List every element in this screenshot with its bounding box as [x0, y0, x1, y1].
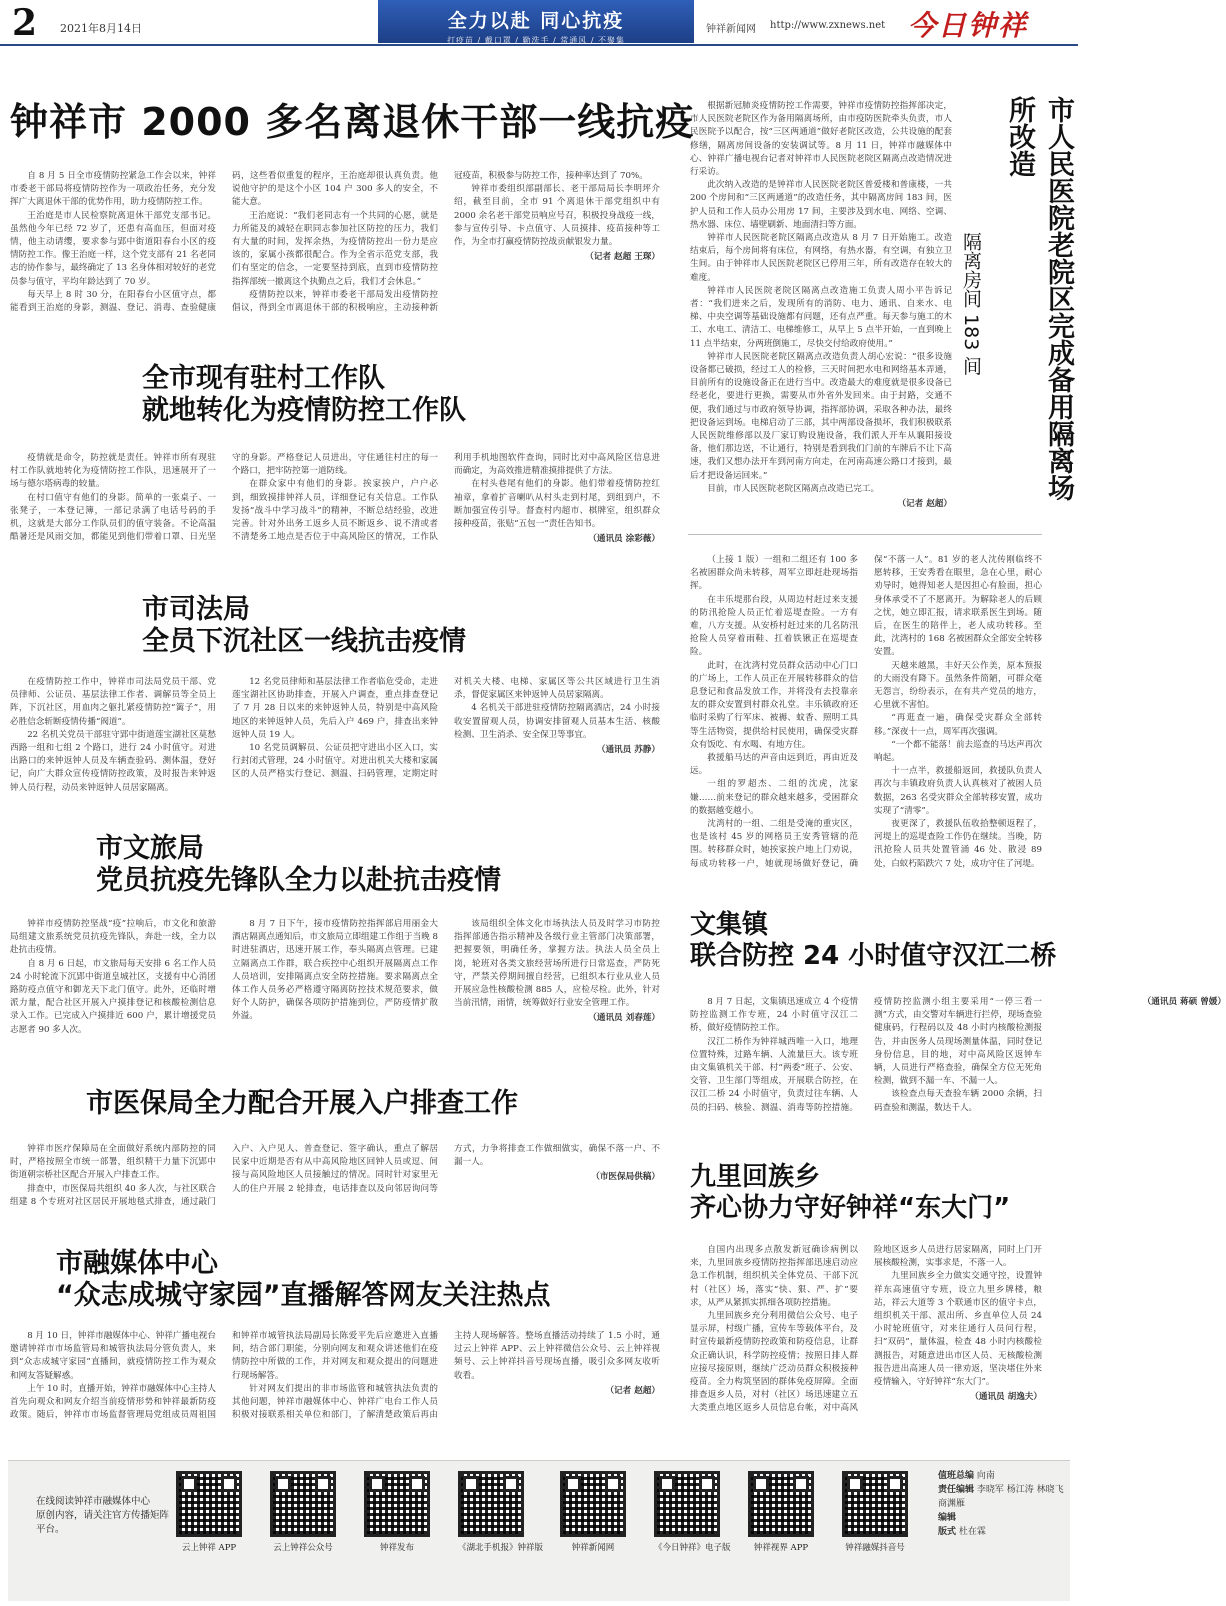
qr-label: 钟祥发布: [379, 1543, 414, 1553]
a10-byline: （通讯员 胡逸夫）: [970, 1392, 1042, 1403]
a7-p6: 目前，市人民医院老院区隔离点改造已完工。: [707, 483, 880, 494]
qr-block-5[interactable]: [560, 1471, 626, 1553]
a3-p5: 4 名机关干部进驻疫情防控隔离酒店，24 小时接收安置留观人员，协调安排留观人员基本生活、核酸检测、卫生消杀、安全保卫等事宜。: [454, 703, 660, 740]
qr-block-7[interactable]: [748, 1471, 814, 1553]
a5-headline: 市医保局全力配合开展入户排查工作: [86, 1088, 518, 1119]
a3-p2: 22 名机关党员干部驻守郢中街道莲宝湖社区莫愁西路一组和七组 2 个路口，进行 24 小时值守。对进出路口的来钟返钟人员及车辆查验码、测体温，登好记，向广大群众宣传疫情防控政策，及时报告来钟返钟人员行程，动员来钟返钟人员居家隔离。: [10, 729, 216, 793]
a3-p3: 12 名党员律师和基层法律工作者临危受命，走进莲宝湖社区协助排查，开展入户调查，重点排查登记了 7 月 28 日以来的来钟返钟人员，特别是中高风险地区的来钟返钟人员，先后入户 469 户，排查出来钟返钟人员 19 人。: [232, 677, 438, 740]
a7-p2: 此次纳入改造的是钟祥市人民医院老院区普爱楼和普康楼，一共 200 个房间和“三区两通道”的改造任务，其中隔离房间 183 间，医护人员和工作人员办公用房 17 间，主要涉及到水电、网络、空调、热水器、床位、墙壁刷新、地面清扫等方面。: [690, 180, 952, 230]
staff-names: 李晓军 杨江涛 林晓飞 商渊雁: [938, 1485, 1064, 1509]
footer-promo-line3: 平台。: [36, 1524, 65, 1535]
staff-row: [938, 1483, 1064, 1511]
a8-p1: （上接 1 版）一组和二组还有 100 多名被困群众尚未转移，周军立即赶赴现场指挥。: [690, 555, 858, 592]
qr-block-3[interactable]: [364, 1471, 430, 1553]
a7-byline: （记者 赵超）: [897, 499, 952, 510]
a7-p1: 根据新冠肺炎疫情防控工作需要，钟祥市疫情防控指挥部决定，市人民医院老院区作为备用隔离场所，由市疫防医院牵头负责，市人民医院予以配合，按“三区两通道”做好老院区改造，公共设施的配套修缮，隔离房间设备的安装调试等。8 月 11 日，钟祥市融媒体中心、钟祥广播电视台记者对钟祥市人民医院老院区隔离点改造情况进行采访。: [690, 101, 952, 178]
a1-p4: 王治庭说：“我们老同志有一个共同的心愿，就是力所能及的减轻在职同志参加社区防控的压力，我们有大量的时间，发挥余热，为疫情防控出一份力是应该的，家属小孩都很配合。作为全省示范党支部，我们有坚定的信念，一定要坚持到底，直到市疫情防控指挥部统一撤离这个执勤点之后，我们才会休息。”: [232, 210, 438, 287]
qr-code-icon: [748, 1471, 814, 1537]
a3-byline: （通讯员 苏静）: [596, 745, 660, 756]
qr-label: 《湖北手机报》钟祥版: [458, 1543, 544, 1553]
a5-body: [10, 1143, 660, 1213]
qr-label: 钟祥融媒抖音号: [845, 1543, 905, 1553]
footer-promo-line1: 在线阅读钟祥市融媒体中心: [36, 1496, 151, 1507]
a7-subtitle: 隔离房间 183 间: [960, 232, 982, 376]
a4-headline: [96, 833, 501, 898]
a10-p2: 九里回族乡充分利用微信公众号、电子显示屏，村级广播，宣传车等载体平台，及时宣传最新疫情防控政策和防疫信息，让群众正确认识，科学防控疫情；按照日排人群应接尽接原则，继续广泛动员群众积极接种疫苗。全力构筑坚固的群体免疫屏障。全面排查返乡人员，对村（社区）场迅速建立五大类重点地区返乡人员信息台帐，对中高风险地区返乡人员进行居家隔离，同时上门开展核酸检测，实事求是，不落一人。: [690, 1245, 1042, 1414]
a5-byline: （市医保局供稿）: [591, 1172, 660, 1183]
a8-p5: 一组的罗超杰、二组的沈虎，沈家嫌……前来登记的群众越来越多，受困群众的数据越变越小。: [690, 779, 858, 816]
a4-headline-line2: 党员抗疫先锋队全力以赴抗击疫情: [96, 865, 501, 897]
staff-role: 版式: [938, 1527, 957, 1537]
staff-role: 编辑: [938, 1513, 957, 1523]
a6-p2: 上午 10 时，直播开始，钟祥市融媒体中心主持人首先向观众和网友介绍当前疫情形势和钟祥最新防疫政策。随后，钟祥市市场监督管理局党组成员周祖国和钟祥市城管执法局副局长陈爱平先后应邀进入直播间，结合部门职能，分别向网友和观众讲述他们在疫情防控中所做的工作，并对网友和观众提出的问题进行现场解答。: [10, 1331, 438, 1421]
a2-headline-line2: 就地转化为疫情防控工作队: [142, 395, 466, 427]
qr-code-icon: [364, 1471, 430, 1537]
a8-p11: 夜更深了，救援队伍收拾整顿返程了，河堤上的巡堤查险工作仍在继续。当晚，防汛抢险人员共处置管涌 46 处、散浸 89 处，白蚁朽陷跌穴 7 处，成功守住了河堤。: [874, 819, 1042, 869]
qr-label: 《今日钟祥》电子版: [654, 1543, 731, 1553]
a3-headline-line1: 市司法局: [142, 594, 250, 625]
a5-p2: 排查中，市医保局共组织 40 多人次，与社区联合组建 8 个专班对社区居民开展地毯式排查，通过敲门入户、入户见人、普查登记、签字确认，重点了解居民家中近期是否有从中高风险地区回钟人员或逗、间接与高风险地区人员接触过的情况。同时针对家里无人的住户开展 2 轮排查，电话排查以及向邻居询问等方式，力争将排查工作做细做实，确保不落一户、不漏一人。: [10, 1144, 660, 1207]
site-url[interactable]: http://www.zxnews.net: [770, 20, 886, 31]
a8-p7: 天越来越黑，丰好天公作美，原本预报的大雨没有降下。虽然条件简陋，可群众毫无怨言，纷纷表示，在有共产党员的地方，心里就不害怕。: [874, 660, 1042, 711]
qr-code-icon: [654, 1471, 720, 1537]
a1-p6: 钟祥市委组织部副部长、老干部局局长李明坪介绍，截至目前，全市 91 个离退休干部党组织中有 2000 余名老干部党员响应号召，积极投身战疫一线，参与宣传引导、卡点值守、人员摸排、疫苗接种等工作，为全市打赢疫情防控战贡献银发力量。: [454, 184, 660, 248]
banner-slogan: 打疫苗 / 戴口罩 / 勤洗手 / 常通风 / 不聚集: [446, 36, 626, 45]
a9-p3: 该检查点每天查验车辆 2000 余辆，扫码查验和测温，数达千人。: [874, 1089, 1042, 1113]
footer-promo: [36, 1495, 169, 1537]
a1-p2: 王治庭是市人民检察院离退休干部党支部书记。虽然他今年已经 72 岁了，还患有高血压，但面对疫情，他主动请缨，要求参与郢中街道阳春台小区的疫情防控工作。像王治庭一样，这个党支部有 21 名老同志的协作参与，最终确定了 13 名身体相对较好的老党员参与值守，平均年龄达到了 70 岁。: [10, 210, 216, 287]
a8-body: [690, 554, 1042, 874]
issue-date: 2021年8月14日: [60, 22, 142, 35]
a8-p9: “一个都不能落！前去巡查的马达声再次响起。: [874, 739, 1042, 764]
a5-p1: 钟祥市医疗保障局在全面做好系统内部防控的同时，严格按照全市统一部署，组织精干力量下沉郢中街道朝宗桥社区配合开展入户排查工作。: [10, 1144, 216, 1181]
a2-byline: （通讯员 涂彩薇）: [588, 534, 660, 545]
a7-p5: 钟祥市人民医院老院区隔离点改造负责人胡心宏说：“很多设施设备都已破损，经过工人的检修，三天时间把水电和网络基本弄通，目前所有的设施设备正在进行当中。改造最大的难度就是很多设备已经老化，要进行更换，需要从市外省外发回来。由于封路，交通不便，我们通过与市政府领导协调，指挥部协调，采取各种办法，最终把设备运到场。电梯启动了三部，其中两部设备损坏，我们积极联系人民医院维修部以及厂家订购设施设备，我们派人开车从襄阳接设备，他们那边送，不让通行，特别是看到我们门前的车牌后不让下高速，我们又想办法开车到河南方向走，在河南高速公路口才接到，最后才把设备运回来。”: [690, 351, 952, 481]
a4-p4: 该局组织全体文化市场执法人员及时学习市防控指挥部通告指示精神及各级行业主管部门决策部署，把握要领，明确任务，掌握方法。执法人员全员上岗，轮班对各类文旅经营场所进行日常巡查，严防死守，严禁关停期间擅自经营，已组织本行业从业人员开展应急性核酸检测 885 人，应检尽检。此外，针对当前汛情，雨情，统筹做好行业安全管理工作。: [454, 919, 660, 1009]
staff-role: 责任编辑: [938, 1485, 975, 1495]
a4-byline: （通讯员 刘春莲）: [588, 1013, 660, 1024]
qr-code-icon: [458, 1471, 524, 1537]
a1-headline: 钟祥市 2000 多名离退休干部一线抗疫: [10, 100, 695, 144]
site-name: 钟祥新闻网: [706, 24, 756, 35]
footer-bar: [8, 1460, 1070, 1601]
staff-names: 杜在霖: [958, 1527, 986, 1537]
qr-label: 钟祥新闻网: [571, 1543, 615, 1553]
a6-headline: [56, 1248, 551, 1313]
a10-headline: [690, 1162, 1010, 1224]
qr-block-6[interactable]: [654, 1471, 731, 1553]
a8-p10: 十一点半，救援船返回，救援队负责人再次与丰镇政府负责人认真核对了被困人员数据，263 名受灾群众全部转移安置，成功实现了“清零”。: [874, 766, 1042, 816]
footer-promo-line2: 原创内容，请关注官方传播矩阵: [36, 1510, 170, 1521]
a7-headline: 市人民医院老院区完成备用隔离场所改造: [1004, 96, 1074, 501]
a1-p5: 疫情防控以来，钟祥市委老干部局发出疫情防控倡议，得到全市离退休干部的积极响应，主动接种新冠疫苗，积极参与防控工作，接种率达到了 70%。: [232, 171, 648, 314]
a10-headline-line2: 齐心协力守好钟祥“东大门”: [690, 1193, 1011, 1224]
staff-role: 值班总编: [938, 1471, 975, 1481]
a6-p1: 8 月 10 日，钟祥市融媒体中心、钟祥广播电视台邀请钟祥市市场监管局和城管执法局分管负责人，来到“众志成城守家园”直播间，就疫情防控工作为观众和网友答疑解惑。: [10, 1331, 216, 1381]
a8-p8: “再逛查一遍，确保受灾群众全部转移。”深夜十一点，周军再次强调。: [874, 713, 1042, 737]
a4-p2: 自 8 月 6 日起，市文旅局每天安排 6 名工作人员 24 小时轮流下沉郢中街道皇城社区，支援有中心消团路防疫点值守和御龙天下北门值守。此外，还临时增派力量，配合社区开展入户摸排登记和核酸检测信息录入工作。已完成入户摸排近 600 户，累计增援党员志愿者 90 多人次。: [10, 958, 216, 1035]
banner-title: 全力以赴 同心抗疫: [447, 10, 625, 32]
staff-credits: [938, 1469, 1064, 1539]
page-number: 2: [12, 2, 38, 44]
qr-label: 云上钟祥公众号: [273, 1543, 333, 1553]
staff-names: 向南: [976, 1471, 995, 1481]
a7-body: [690, 100, 952, 512]
a2-headline: [142, 363, 466, 428]
a9-byline: （通讯员 蒋硕 曾媛）: [1142, 997, 1226, 1007]
staff-row: [938, 1511, 1064, 1525]
qr-block-8[interactable]: [842, 1471, 908, 1553]
a2-headline-line1: 全市现有驻村工作队: [142, 363, 385, 394]
staff-row: [938, 1525, 1064, 1539]
a3-headline: [142, 594, 466, 659]
qr-label: 钟祥视界 APP: [753, 1543, 809, 1553]
masthead: [0, 0, 1078, 46]
a4-p3: 8 月 7 日下午，接市疫情防控指挥部启用丽金大酒店隔离点通知后，市文旅局立即组建工作组于当晚 8 时进驻酒店，迅速开展工作，奉头隔离点管理。已建立隔离点工作群，联合疾控中心组织开展隔离点工作人员培训，安排隔离点安全防控措施。要求隔离点全体工作人员务必严格遵守隔离防控技术规范要求，做好个人防护，确保各项防护措施到位，严防疫情扩散外溢。: [232, 919, 438, 1022]
a9-body: [690, 996, 1226, 1128]
a4-p1: 钟祥市疫情防控坚战“疫”拉响后，市文化和旅游局组建文旅系统党员抗疫先锋队，奔赴一线，全力以赴抗击疫情。: [10, 919, 216, 956]
a6-p3: 针对网友们提出的非市场监管和城管执法负责的其他问题，钟祥市融媒体中心、钟祥广电台工作人员积极对接联系相关单位和部门，了解清楚政策后再由主持人现场解答。整场直播活动持续了 1.5 小时，通过云上钟祥 APP、云上钟祥微信公众号、云上钟祥视频号、云上钟祥抖音号现场直播，吸引众多网友收听收看。: [232, 1331, 660, 1421]
qr-label: 云上钟祥 APP: [181, 1543, 237, 1553]
a3-p4: 10 名党员调解员、公证员把守进出小区入口，实行封闭式管理，24 小时值守。对进出机关大楼和家属区的人员严格实行登记、测温、扫码管理，定期定时对机关大楼、电梯、家属区等公共区域进行卫生消杀，督促家属区来钟返钟人员居家隔离。: [232, 677, 660, 780]
a3-body: [10, 676, 660, 796]
a1-body: [10, 170, 660, 334]
a2-p3: 在群众家中有他们的身影。挨家挨户，户户必到，细致摸排钟祥人员，详细登记有关信息。工作队发扬“战斗中学习战斗”的精神，不断总结经验，改进完善。针对外出务工返乡人员不断返乡、说不清或者不清楚务工地点是否位于中高风险区的情况，工作队利用手机地图软件查询，同时比对中高风险区信息进而确定，为高效推进精准摸排提供了方法。: [232, 453, 660, 543]
a9-p2: 汉江二桥作为钟祥城西唯一入口，地理位置特殊，过路车辆、人流量巨大。该专班由文集镇机关干部、村“两委”班子、公安、交管、卫生部门等组成，开展联合防控，在汉江二桥 24 小时值守，负责过往车辆、人员的扫码、核验、测温、消毒等防控措施。疫情防控监测小组主要采用“一停三看一测”方式，由交警对车辆进行拦停，现场查验健康码，行程码以及 48 小时内核酸检测报告，并由医务人员现场测量体温，同时登记身份信息，目的地，对中高风险区返钟车辆，人员进行严格查验，确保全方位无死角检测，做到不漏一车、不漏一人。: [690, 997, 1042, 1113]
a6-headline-line2: “众志成城守家园”直播解答网友关注热点: [56, 1280, 551, 1312]
a6-body: [10, 1330, 660, 1440]
a3-p1: 在疫情防控工作中，钟祥市司法局党员干部、党员律师、公证员、基层法律工作者、调解员等全员上阵，下沉社区，用血肉之躯扎紧疫情防控“篱子”，用必胜信念斩断疫情传播“阀道”。: [10, 677, 216, 727]
a8-p2: 在丰乐堤那台段，从周边村赶过来支援的防汛抢险人员正忙着巡堤查险。一方有难，八方支援。从安桥村赶过来的几名防汛抢险人员穿着雨鞋、扛着铁锹正在巡堤查险。: [690, 594, 858, 658]
a8-p3: 此时，在沈湾村党员群众活动中心门口的广场上，工作人员正在开展转移群众的信息登记和食品发放工作，并将没有去投靠亲友的群众安置到村群众礼堂。丰乐镇政府还临时采购了行军床、被褥、蚊香、照明工具等生活物资，提供给村民使用，确保受灾群众有饭吃、有水喝、有地方住。: [690, 660, 858, 750]
a7-p3: 钟祥市人民医院老院区隔离点改造从 8 月 7 日开始施工。改造结束后，每个房间将有床位，有网络，有热水器，有空调，有独立卫生间。由于钟祥市人民医院老院区已停用三年，所有改造存在较大的难度。: [690, 233, 952, 283]
paper-logo: 今日钟祥: [908, 9, 1029, 42]
qr-block-1[interactable]: [176, 1471, 242, 1553]
staff-row: [938, 1469, 1064, 1483]
a10-p1: 自国内出现多点散发新冠确诊病例以来，九里回族乡疫情防控指挥部迅速启动应急工作机制，组织机关全体党员、干部下沉村（社区）场，落实“快、狠、严、扩”要求，从严从紧抓实抓细各项防控措施。: [690, 1245, 858, 1308]
a10-headline-line1: 九里回族乡: [690, 1162, 821, 1192]
a2-body: [10, 452, 660, 556]
a1-byline: （记者 赵超 王琛）: [585, 252, 660, 263]
qr-code-icon: [842, 1471, 908, 1537]
qr-code-icon: [560, 1471, 626, 1537]
a1-p3: 每天早上 8 时 30 分，在阳春台小区值守点，都能看到王治庭的身影，测温、登记、消毒、查验健康码，这些看似重复的程序，王治庭却很认真负责。他说他守护的是这个小区 104 户 300 多人的安全，不能大意。: [10, 171, 438, 314]
qr-code-icon: [270, 1471, 336, 1537]
a9-headline: [690, 910, 1056, 972]
qr-code-icon: [176, 1471, 242, 1537]
qr-block-4[interactable]: [458, 1471, 543, 1553]
a6-headline-line1: 市融媒体中心: [56, 1248, 218, 1279]
a2-p1: 疫情就是命令，防控就是责任。钟祥市所有现驻村工作队就地转化为疫情防控工作队，迅速展开了一场与德尔塔病毒的较量。: [10, 453, 216, 490]
a4-headline-line1: 市文旅局: [96, 833, 204, 864]
a1-p1: 自 8 月 5 日全市疫情防控紧急工作会以来，钟祥市委老干部局将疫情防控作为一项政治任务，充分发挥广大离退休干部的优势作用，助力疫情防控工作。: [10, 171, 216, 208]
a4-body: [10, 918, 660, 1050]
a10-p3: 九里回族乡全力做实交通守控，设置钟祥东高速值守专班，设立九里乡牌楼，粮站，祥云大道等 3 个联通市区的值守卡点，组织机关干部、派出所、乡直单位人员 24 小时轮班值守，对来往通行人员问行程，扫“双码”，量体温，检查 48 小时内核酸检测报告，对随意进出市区人员、无核酸检测报告进出高速人员一律劝返，坚决堵住外来疫情输入，守好钟祥“东大门”。: [874, 1271, 1042, 1388]
a6-byline: （记者 赵超）: [605, 1385, 660, 1396]
a7-p4: 钟祥市人民医院老院区隔离点改造施工负责人周小平告诉记者：“我们进来之后，发现所有的消防、电力、通讯、自来水、电梯、中央空调等基础设施都有问题，还有点严重。每天参与施工的木工、水电工、清洁工、电梯维修工，从早上 5 点半开始，一直到晚上 11 点半结束，分两班倒施工，尽快交付给政府使用。”: [690, 285, 952, 349]
a8-p4: 救援船马达的声音由远到近，再由近及远。: [690, 753, 858, 777]
a2-p2: 在村口值守有他们的身影。简单的一张桌子、一张凳子，一本登记簿，一部记录满了电话号码的手机，这就是大部分工作队员们的值守装备。不论高温酷暑还是风雨交加，都能见到他们带着口罩、日光坚守的身影。严格登记人员进出，守住通往村庄的每一个路口，把牢防控第一道防线。: [10, 453, 438, 543]
a9-p1: 8 月 7 日起，文集镇迅速成立 4 个疫情防控监测工作专班，24 小时值守汉江二桥，做好疫情防控工作。: [690, 997, 858, 1034]
a3-headline-line2: 全员下沉社区一线抗击疫情: [142, 626, 466, 658]
campaign-banner: [378, 0, 694, 43]
a10-body: [690, 1244, 1042, 1432]
a9-headline-line1: 文集镇: [690, 910, 769, 940]
qr-block-2[interactable]: [270, 1471, 336, 1553]
right-divider: [688, 534, 1042, 535]
a9-headline-line2: 联合防控 24 小时值守汉江二桥: [690, 941, 1057, 972]
a2-p4: 在村头巷尾有他们的身影。他们带着疫情防控红袖章，拿着扩音喇叭从村头走到村尾，到组到户，不断加强宣传引导。督查村内超市、棋牌室，组织群众接种疫苗，张贴“五包一”责任告知书。: [454, 479, 660, 530]
a8-p6: 沈湾村的一组、二组是受淹的重灾区，也是该村 45 岁的网格员王安秀管辖的范围。转移群众时，她挨家挨户地上门劝说，每成功转移一户，她就现场做好登记，确保“不落一人”。81 岁的老人沈传刚临终不愿转移，王安秀看在眼里，急在心里，耐心劝导时，她得知老人是因担心有脸面，担心身体承受不了不愿离开。为解除老人的后顾之忧，她立即汇报，请求联系医生到场。随后，在医生的陪伴上，老人成功转移。至此，沈湾村的 168 名被困群众全部安全转移安置。: [690, 555, 1042, 869]
